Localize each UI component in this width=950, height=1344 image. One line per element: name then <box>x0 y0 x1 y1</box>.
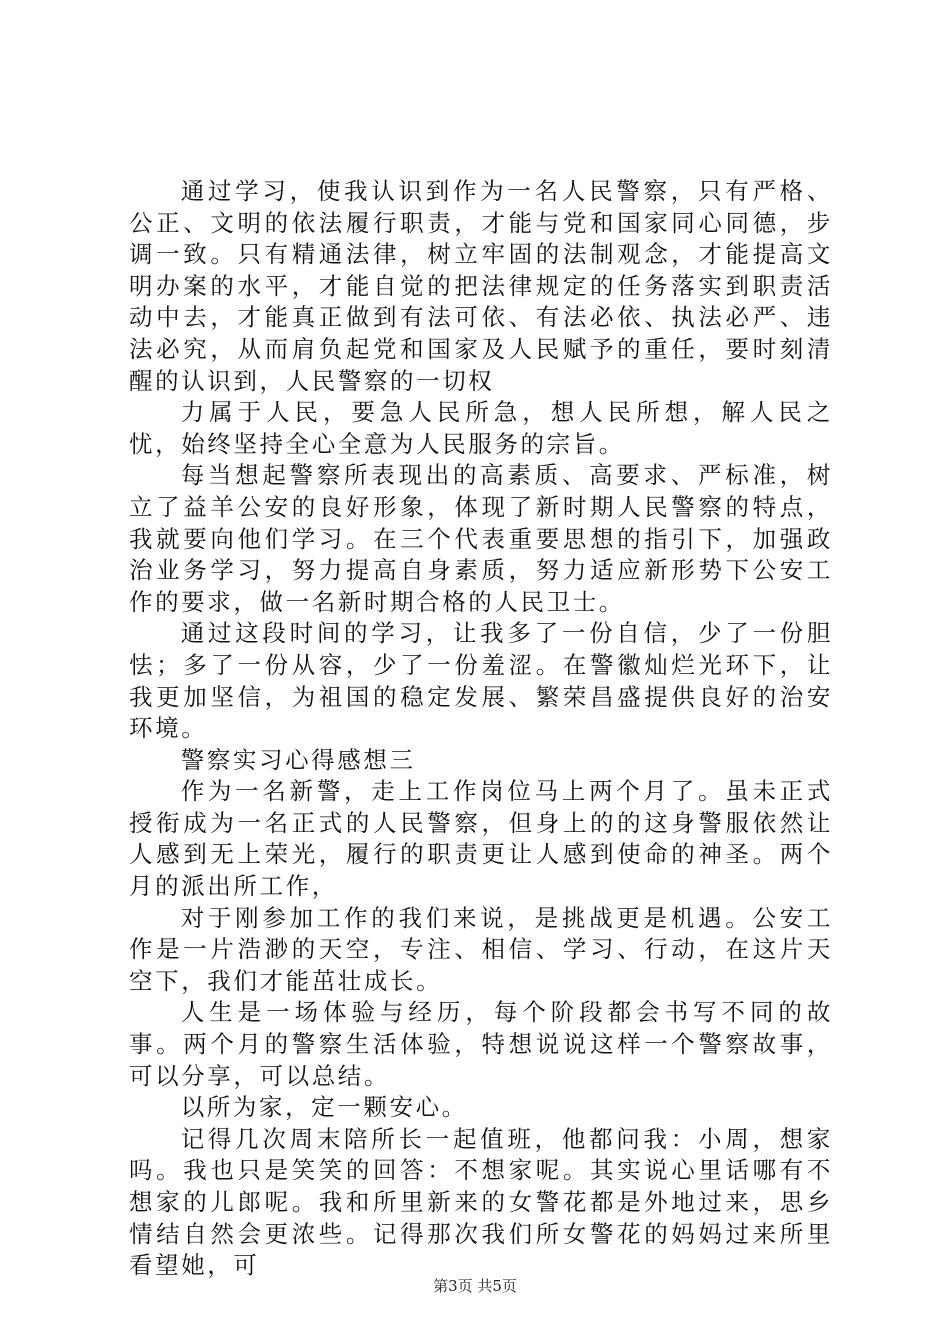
paragraph-6: 作为一名新警，走上工作岗位马上两个月了。虽未正式授衔成为一名正式的人民警察，但身上的的这身警服依然让人感到无上荣光，履行的职责更让人感到使命的神圣。两个月的派出所工作， <box>129 777 833 901</box>
paragraph-2: 力属于人民，要急人民所急，想人民所想，解人民之忧，始终坚持全心全意为人民服务的宗旨。 <box>129 398 833 458</box>
paragraph-10: 记得几次周末陪所长一起值班，他都问我：小周，想家吗。我也只是笑笑的回答：不想家呢。其实说心里话哪有不想家的儿郎呢。我和所里新来的女警花都是外地过来，思乡情结自然会更浓些。记得那次我们所女警花的妈妈过来所里看望她，可 <box>129 1124 833 1280</box>
paragraph-8: 人生是一场体验与经历，每个阶段都会书写不同的故事。两个月的警察生活体验，特想说说这样一个警察故事，可以分享，可以总结。 <box>129 998 833 1090</box>
section-heading: 警察实习心得感想三 <box>180 745 416 774</box>
page-number: 第3页 共5页 <box>433 1277 517 1295</box>
paragraph-9: 以所为家，定一颗安心。 <box>180 1093 468 1122</box>
page-footer <box>0 1276 950 1296</box>
paragraph-3: 每当想起警察所表现出的高素质、高要求、严标准，树立了益羊公安的良好形象，体现了新时期人民警察的特点，我就要向他们学习。在三个代表重要思想的指引下，加强政治业务学习，努力提高自身素质，努力适应新形势下公安工作的要求，做一名新时期合格的人民卫士。 <box>129 461 833 616</box>
paragraph-7: 对于刚参加工作的我们来说，是挑战更是机遇。公安工作是一片浩渺的天空，专注、相信、学习、行动，在这片天空下，我们才能茁壮成长。 <box>129 903 833 995</box>
document-body <box>129 176 833 1282</box>
paragraph-1: 通过学习，使我认识到作为一名人民警察，只有严格、公正、文明的依法履行职责，才能与党和国家同心同德，步调一致。只有精通法律，树立牢固的法制观念，才能提高文明办案的水平，才能自觉的把法律规定的任务落实到职责活动中去，才能真正做到有法可依、有法必依、执法必严、违法必究，从而肩负起党和国家及人民赋予的重任，要时刻清醒的认识到，人民警察的一切权 <box>129 177 833 395</box>
paragraph-4: 通过这段时间的学习，让我多了一份自信，少了一份胆怯；多了一份从容，少了一份羞涩。在警徽灿烂光环下，让我更加坚信，为祖国的稳定发展、繁荣昌盛提供良好的治安环境。 <box>129 619 833 743</box>
